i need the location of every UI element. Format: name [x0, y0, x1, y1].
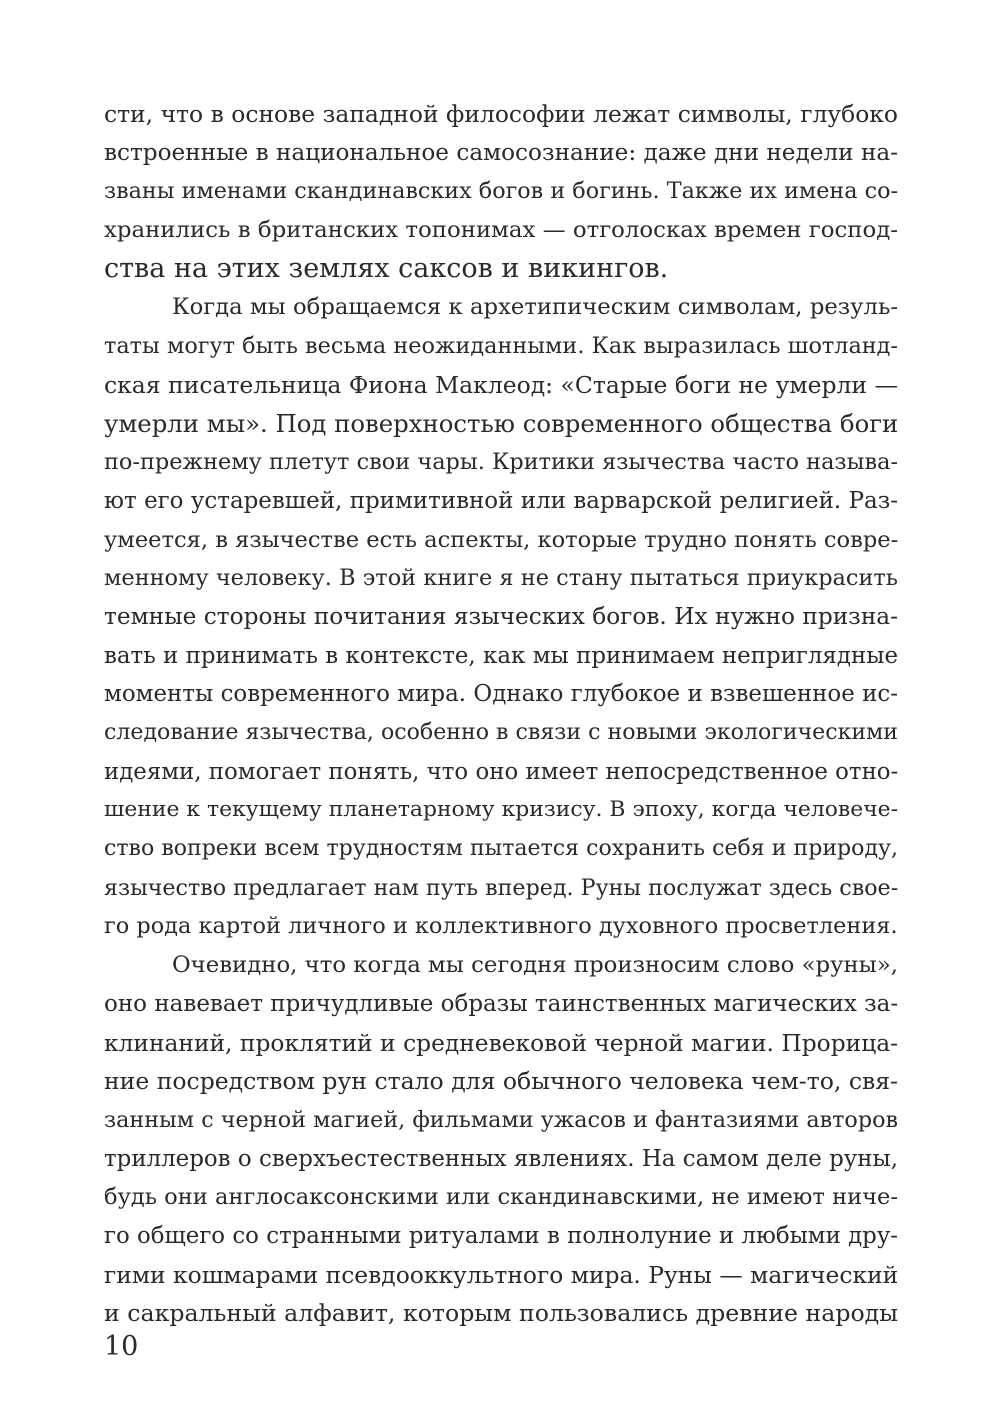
- text-line: званы именами скандинавских богов и богинь. Также их имена со-: [104, 178, 898, 205]
- text-line: ская писательница Фиона Маклеод: «Старые боги не умерли —: [104, 370, 898, 399]
- text-line: гими кошмарами псевдооккультного мира. Руны — магический: [104, 1260, 899, 1289]
- text-line: ства на этих землях саксов и викингов.: [104, 252, 669, 284]
- text-line: по-прежнему плетут свои чары. Критики язычества часто называ-: [104, 449, 898, 476]
- text-line: будь они англосаксонскими или скандинавскими, не имеют ниче-: [104, 1184, 898, 1211]
- paragraph: [104, 95, 898, 288]
- text-line: таты могут быть весьма неожиданными. Как выразилась шотланд-: [104, 333, 898, 360]
- text-line: язычество предлагает нам путь вперед. Руны послужат здесь свое-: [104, 874, 899, 901]
- text-line: занным с черной магией, фильмами ужасов и фантазиями авторов: [104, 1106, 898, 1133]
- text-line: моменты современного мира. Однако глубокое и взвешенное ис-: [104, 681, 898, 708]
- text-line: ние посредством рун стало для обычного человека чем-то, свя-: [104, 1067, 898, 1096]
- text-line: менному человеку. В этой книге я не стану пытаться приукрасить: [104, 565, 898, 592]
- text-line: триллеров о сверхъестественных явлениях. На самом деле руны,: [104, 1145, 898, 1172]
- text-line: следование язычества, особенно в связи с новыми экологическими: [104, 720, 898, 745]
- text-line: Очевидно, что когда мы сегодня произносим слово «руны»,: [172, 952, 898, 979]
- text-line: ют его устаревшей, примитивной или варварской религией. Раз-: [104, 487, 898, 514]
- text-line: и сакральный алфавит, которым пользовались древние народы: [104, 1299, 898, 1328]
- paragraph: [104, 946, 898, 1333]
- text-line: хранились в британских топонимах — отголосках времен господ-: [104, 217, 898, 244]
- text-line: шение к текущему планетарному кризису. В эпоху, когда человече-: [104, 797, 898, 823]
- text-line: идеями, помогает понять, что оно имеет непосредственное отно-: [104, 758, 899, 785]
- text-line: встроенные в национальное самосознание: даже дни недели на-: [104, 139, 898, 166]
- page-number: 10: [104, 1331, 139, 1362]
- body-text: [104, 95, 898, 1333]
- text-line: вать и принимать в контексте, как мы принимаем неприглядные: [104, 642, 898, 669]
- text-line: сти, что в основе западной философии лежат символы, глубоко: [104, 100, 898, 128]
- text-line: го общего со странными ритуалами в полнолуние и любыми дру-: [104, 1222, 898, 1249]
- text-line: темные стороны почитания языческих богов. Их нужно призна-: [104, 602, 898, 630]
- text-line: ство вопреки всем трудностям пытается сохранить себя и природу,: [104, 836, 898, 862]
- text-line: клинаний, проклятий и средневековой черной магии. Прорица-: [104, 1028, 898, 1057]
- text-line: го рода картой личного и коллективного духовного просветления.: [104, 913, 898, 940]
- text-line: умерли мы». Под поверхностью современного общества боги: [104, 408, 899, 438]
- paragraph: [104, 288, 898, 946]
- text-line: оно навевает причудливые образы таинственных магических за-: [104, 990, 899, 1017]
- text-line: Когда мы обращаемся к архетипическим символам, резуль-: [172, 294, 898, 321]
- text-line: умеется, в язычестве есть аспекты, которые трудно понять совре-: [104, 526, 899, 553]
